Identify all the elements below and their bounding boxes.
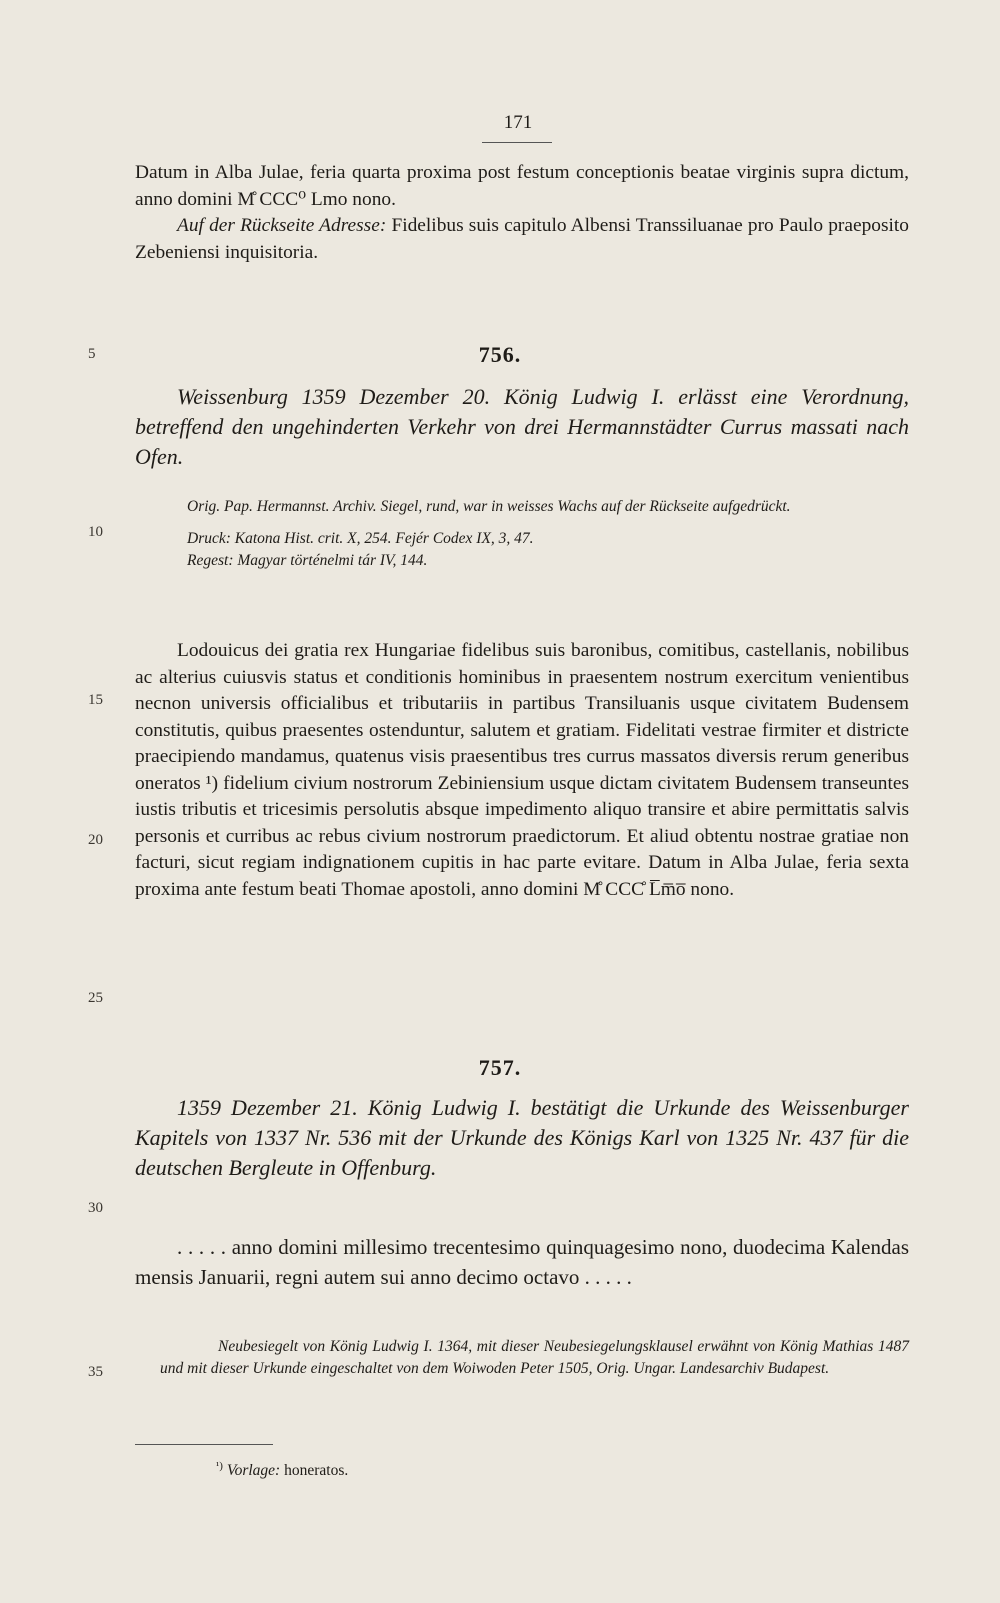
doc-757-note: Neubesiegelt von König Ludwig I. 1364, mit dieser Neubesiegelungsklausel erwähnt von König Mathias 1487 und mit dieser Urkunde eingeschaltet von dem Woiwoden Peter 1505, Orig. Ungar. Landesarchiv Budapest. xyxy=(160,1338,909,1377)
footnote-marker: ¹) xyxy=(216,1460,223,1472)
doc-757-number: 757. xyxy=(478,1055,522,1080)
doc-757-note-block xyxy=(160,1336,909,1380)
doc-756-source-orig: Orig. Pap. Hermannst. Archiv. Siegel, rund, war in weisses Wachs auf der Rückseite aufgedrückt. xyxy=(187,498,791,515)
line-number-5: 5 xyxy=(88,346,96,362)
address-text: Fidelibus suis capitulo Albensi Transsiluanae pro Paulo praeposito Zebeniensi inquisitoria. xyxy=(135,215,909,263)
doc-757-heading-block xyxy=(135,1093,909,1183)
doc-756-heading-block xyxy=(135,382,909,472)
doc-757-text: . . . . . anno domini millesimo trecentesimo quinquagesimo nono, duodecima Kalendas mensis Januarii, regni autem sui anno decimo octavo . . . . . xyxy=(135,1235,909,1289)
doc-756-text: Lodouicus dei gratia rex Hungariae fidelibus suis baronibus, comitibus, castellanis, nobilibus ac alterius cuiusvis status et conditionis hominibus in praesentem nostrum exercitum venientibus necnon universis officialibus et tributariis in partibus Transiluanis usque civitatem Budensem constitutis, quibus praesentes ostenduntur, salutem et gratiam. Fidelitati vestrae firmiter et districte praecipiendo mandamus, quatenus visis praesentibus tres currus massatos diversis rerum generibus oneratos ¹) fidelium civium nostrorum Zebiniensium usque dictam civitatem Budensem transeuntes iustis tributis et tricesimis persolutis absque impedimento aliquo transire et abire permittatis salvis personis et curribus ac rebus civium nostrorum praedictorum. Et aliud obtentu nostrae gratiae non facturi, sicut regiam indignationem cupitis in hac parte evitare. Datum in Alba Julae, feria sexta proxima ante festum beati Thomae apostoli, anno domini M̊ CCC̊ L̅m̅o̅ nono. xyxy=(135,640,909,900)
doc-756-text-block xyxy=(135,638,909,903)
doc-756-heading: Weissenburg 1359 Dezember 20. König Ludwig I. erlässt eine Verordnung, betreffend den ungehinderten Verkehr von drei Hermannstädter Currus massati nach Ofen. xyxy=(135,384,909,469)
line-number-35: 35 xyxy=(88,1364,103,1380)
doc-756-sources xyxy=(135,496,909,572)
doc-756-source-regest: Regest: Magyar történelmi tár IV, 144. xyxy=(187,552,428,569)
line-number-30: 30 xyxy=(88,1200,103,1216)
footnote-text: honeratos. xyxy=(280,1462,349,1480)
doc-756-source-druck: Druck: Katona Hist. crit. X, 254. Fejér Codex IX, 3, 47. xyxy=(187,530,534,547)
intro-dating: Datum in Alba Julae, feria quarta proxima post festum conceptionis beatae virginis supra dictum, anno domini M̊ CCC⁰ Lmo nono. xyxy=(135,162,909,210)
intro-address xyxy=(135,213,909,266)
footnote-rule xyxy=(135,1444,273,1445)
doc-757-text-block xyxy=(135,1232,909,1292)
doc-756-number: 756. xyxy=(478,342,522,367)
line-number-20: 20 xyxy=(88,832,103,848)
footnote xyxy=(216,1460,348,1480)
line-number-25: 25 xyxy=(88,990,103,1006)
doc-757-heading: 1359 Dezember 21. König Ludwig I. bestätigt die Urkunde des Weissenburger Kapitels von 1337 Nr. 536 mit der Urkunde des Königs Karl von 1325 Nr. 437 für die deutschen Bergleute in Offenburg. xyxy=(135,1095,909,1180)
line-number-10: 10 xyxy=(88,524,103,540)
page-number-rule xyxy=(482,142,552,143)
page-number: 171 xyxy=(503,112,533,133)
line-number-15: 15 xyxy=(88,692,103,708)
intro-section xyxy=(135,160,909,266)
footnote-label: Vorlage: xyxy=(226,1462,281,1480)
address-label: Auf der Rückseite Adresse: xyxy=(177,215,387,236)
